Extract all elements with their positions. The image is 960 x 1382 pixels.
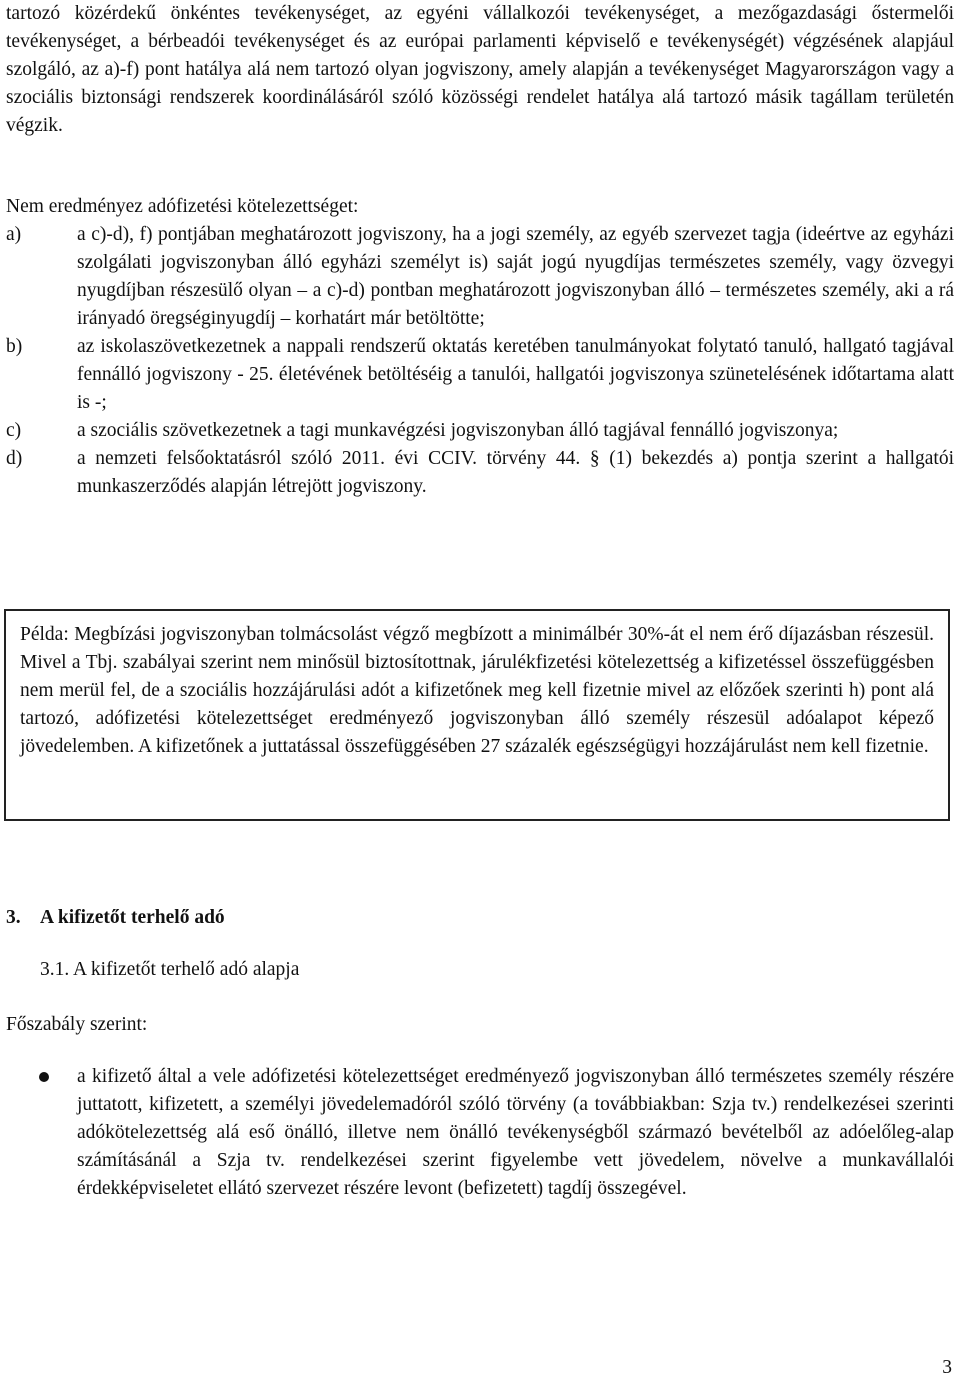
list-marker: a)	[6, 224, 22, 245]
list-item	[6, 1063, 954, 1203]
list-marker: c)	[6, 420, 22, 441]
list-marker: d)	[6, 448, 23, 469]
bullet-text: a kifizető által a vele adófizetési kötelezettséget eredményező jogviszonyban álló természetes személy részére juttatott, kifizetett, a személyi jövedelemadóról szóló törvény (a továbbiakban: Szja tv.) rendelkezései szerinti adókötelezettség alá eső önálló, illetve nem önálló tevékenységből származó bevételből az adóelőleg-alap számításánál a Szja tv. rendelkezései szerint figyelembe vett jövedelem, növelve a munkavállalói érdekképviseletet ellátó szervezet részére levont (befizetett) tagdíj összegével.	[77, 1066, 954, 1199]
list-item	[6, 445, 954, 501]
list-item-text: az iskolaszövetkezetnek a nappali rendszerű oktatás keretében tanulmányokat folytató tanuló, hallgató tagjával fennálló jogviszony - 25. életévének betöltéséig a tanulói, hallgatói jogviszonya szünetelésének időtartama alatt is -;	[77, 336, 954, 413]
list-marker: b)	[6, 336, 23, 357]
bullet-list	[6, 1063, 954, 1203]
list-item	[6, 221, 954, 333]
intro-paragraph: tartozó közérdekű önkéntes tevékenységet, az egyéni vállalkozói tevékenységet, a mezőgazdasági őstermelői tevékenységet, a bérbeadói tevékenységet és az európai parlamenti képviselő e tevékenységét) végzésének alapjául szolgáló, az a)-f) pont hatálya alá nem tartozó olyan jogviszony, amely alapján a tevékenységet Magyarországon vagy a szociális biztonsági rendszerek koordinálásáról szóló közösségi rendelet hatálya alá tartozó másik tagállam területén végzik.	[6, 3, 954, 136]
list-item	[6, 333, 954, 417]
list-item-text: a nemzeti felsőoktatásról szóló 2011. évi CCIV. törvény 44. § (1) bekezdés a) pontja szerint a hallgatói munkaszerződés alapján létrejött jogviszony.	[77, 448, 954, 497]
example-text: Példa: Megbízási jogviszonyban tolmácsolást végző megbízott a minimálbér 30%-át el nem érő díjazásban részesül. Mivel a Tbj. szabályai szerint nem minősül biztosítottnak, járulékfizetési kötelezettség a kifizetéssel összefüggésben nem merül fel, de a szociális hozzájárulási adót a kifizetőnek meg kell fizetnie mivel az előzőek szerinti h) pont alá tartozó, adófizetési kötelezettséget eredményező jogviszonyban álló személy részesül adóalapot képező jövedelemben. A kifizetőnek a juttatással összefüggésében 27 százalék egészségügyi hozzájárulást nem kell fizetnie.	[20, 624, 934, 757]
section-number: 3.	[6, 907, 21, 928]
section-heading	[6, 904, 225, 932]
list-item-text: a szociális szövetkezetnek a tagi munkavégzési jogviszonyban álló tagjával fennálló jogviszonya;	[77, 420, 839, 441]
list-item	[6, 417, 954, 445]
list-item-text: a c)-d), f) pontjában meghatározott jogviszony, ha a jogi személy, az egyéb szervezet tagja (ideértve az egyházi szolgálati jogviszonyban álló egyházi személyt is) saját jogú nyugdíjas természetes személy, vagy özvegyi nyugdíjban részesülő olyan – a c)-d) pontban meghatározott jogviszonyban álló – természetes személy, aki a rá irányadó öregséginyugdíj – korhatárt már betöltötte;	[77, 224, 954, 329]
bullet-icon	[39, 1072, 49, 1082]
page-number: 3	[942, 1357, 952, 1378]
rule-label: Főszabály szerint:	[6, 1014, 148, 1035]
example-box	[4, 609, 950, 821]
section-title: A kifizetőt terhelő adó	[40, 907, 225, 928]
exemption-list	[6, 221, 954, 501]
lead-sentence: Nem eredményez adófizetési kötelezettséget:	[6, 196, 359, 217]
subsection-heading: 3.1. A kifizetőt terhelő adó alapja	[40, 959, 300, 980]
